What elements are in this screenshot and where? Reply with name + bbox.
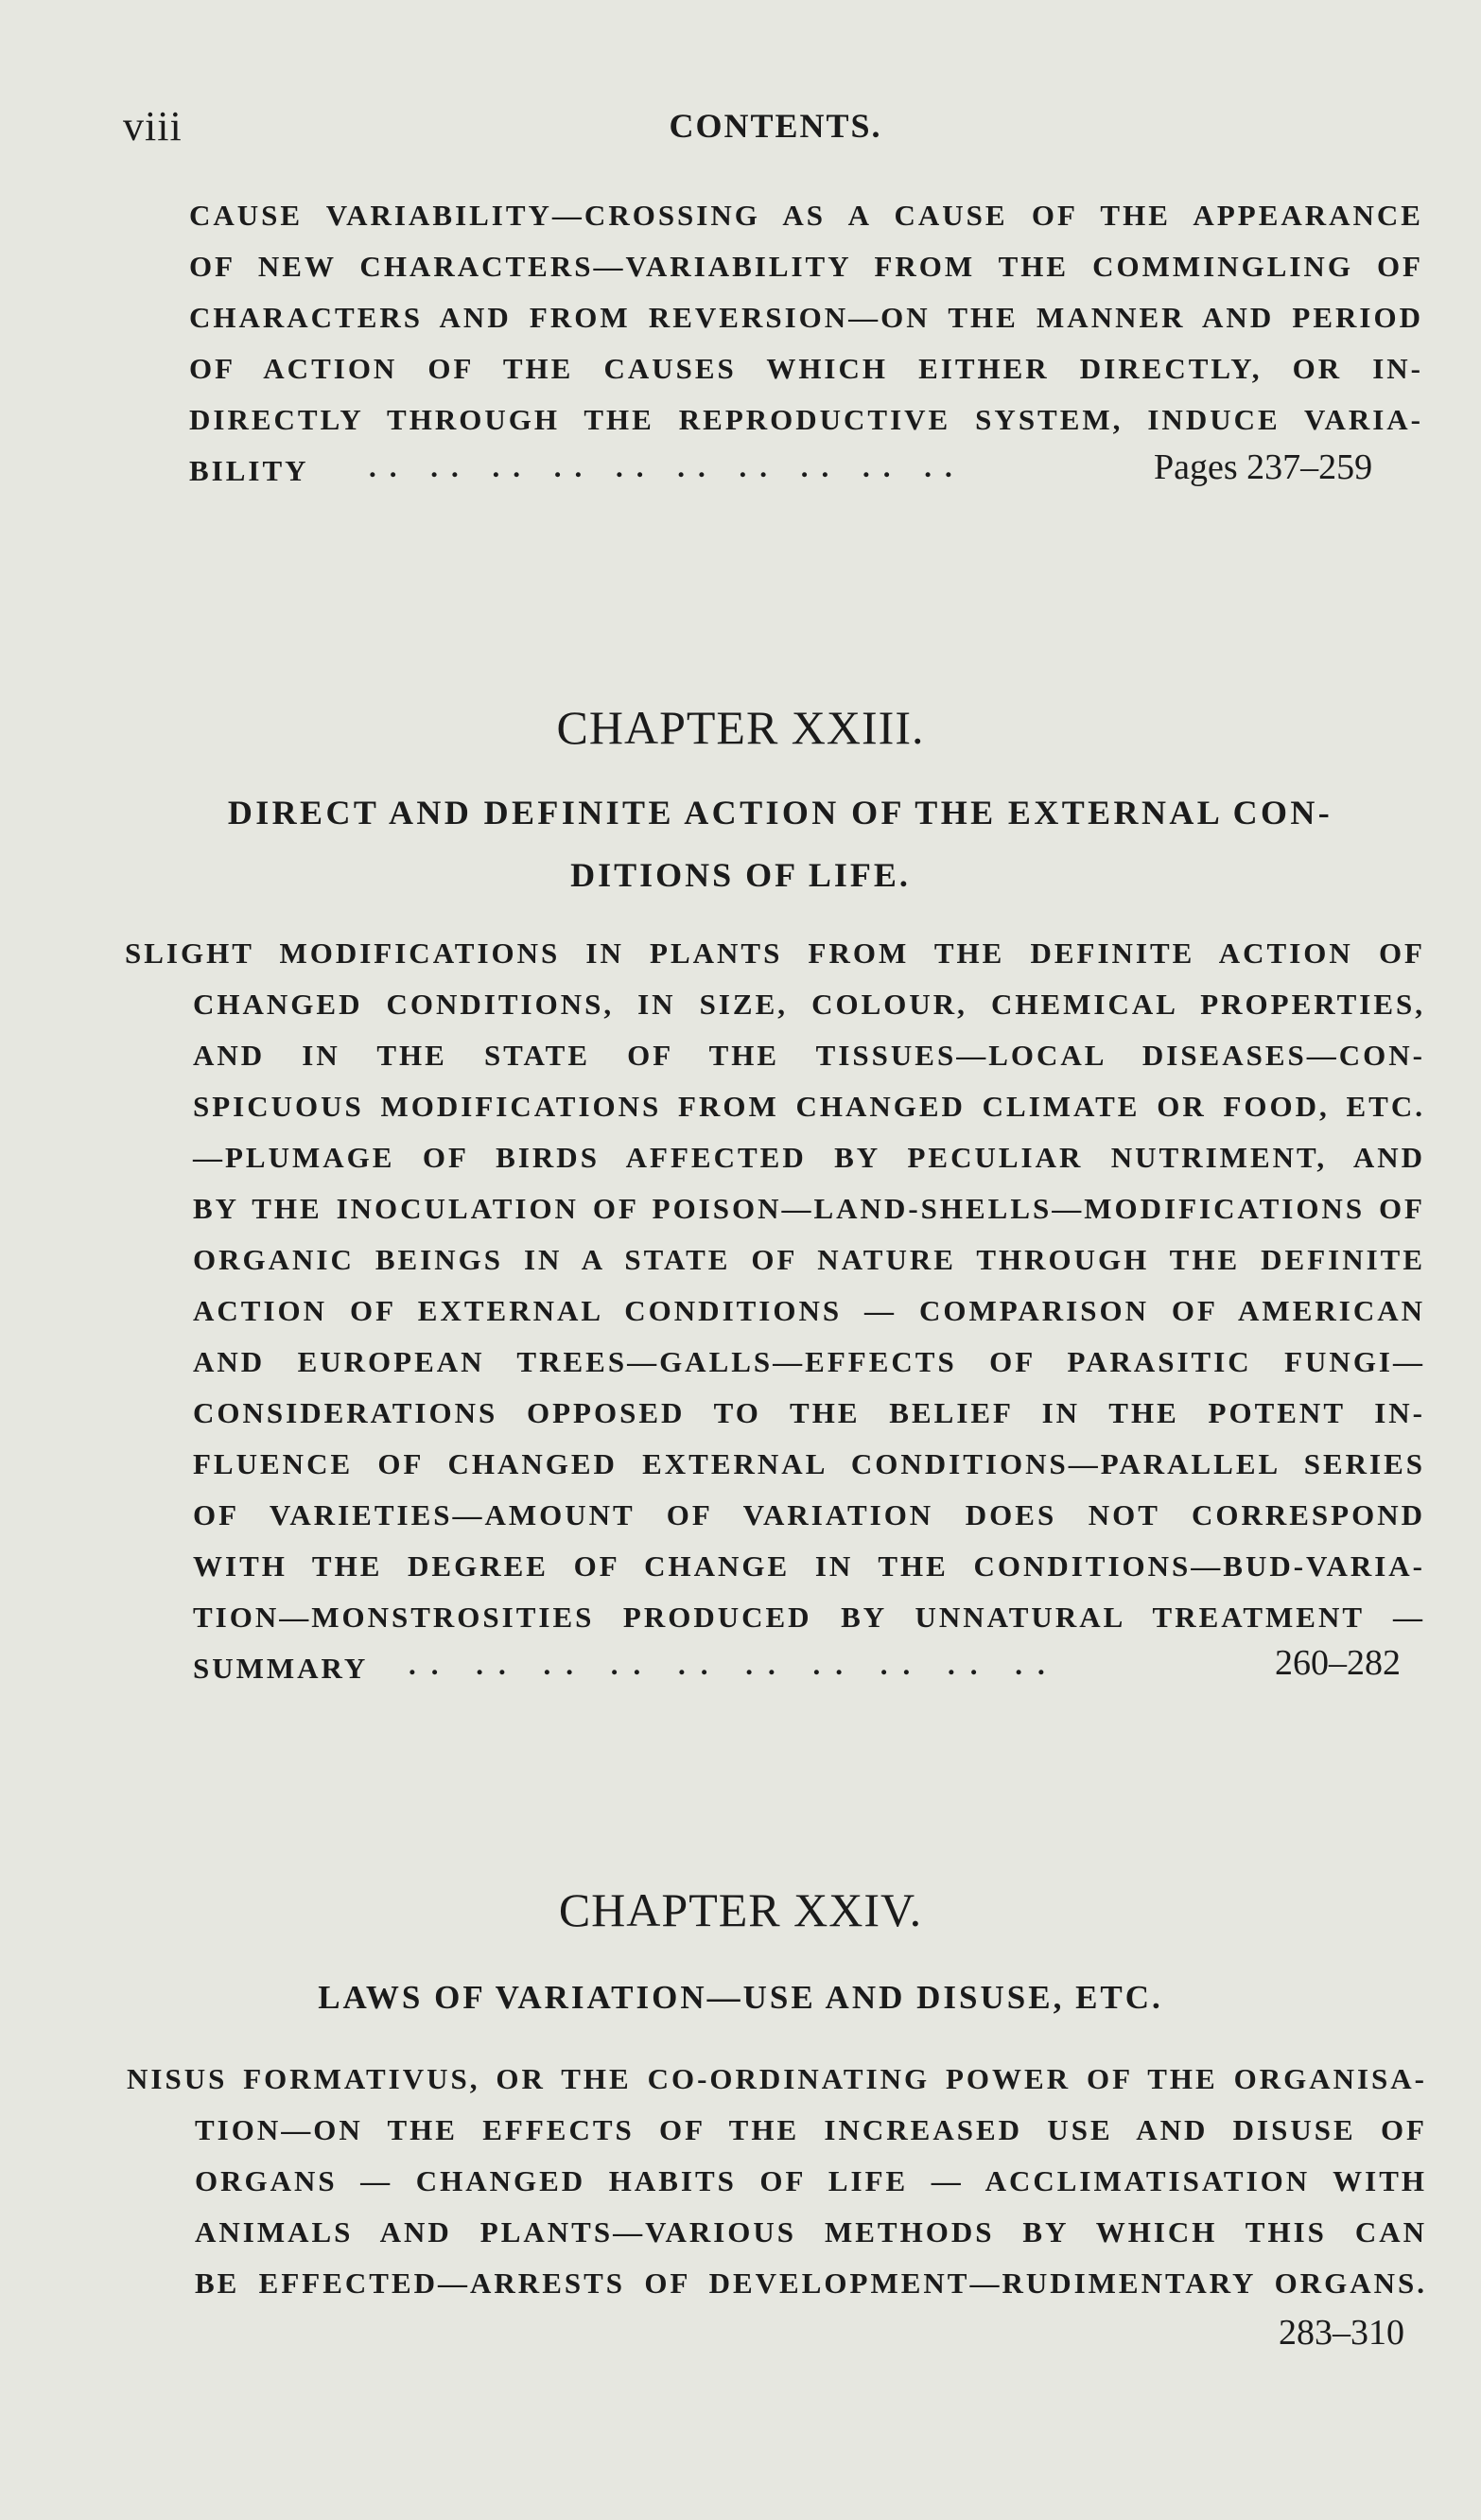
summary-line: FLUENCE OF CHANGED EXTERNAL CONDITIONS—PARALLEL SERIES bbox=[193, 1447, 1425, 1480]
summary-line: OF ACTION OF THE CAUSES WHICH EITHER DIRECTLY, OR IN- bbox=[189, 352, 1423, 385]
summary-line: TION—ON THE EFFECTS OF THE INCREASED USE AND DISUSE OF bbox=[195, 2113, 1427, 2146]
summary-line: ANIMALS AND PLANTS—VARIOUS METHODS BY WHICH THIS CAN bbox=[195, 2215, 1427, 2249]
page-reference: Pages 237–259 bbox=[1154, 447, 1373, 487]
summary-line: ACTION OF EXTERNAL CONDITIONS — COMPARISON OF AMERICAN bbox=[193, 1294, 1425, 1327]
page-header bbox=[123, 102, 1428, 159]
running-title: CONTENTS. bbox=[669, 107, 882, 145]
summary-line: AND EUROPEAN TREES—GALLS—EFFECTS OF PARASITIC FUNGI— bbox=[193, 1345, 1425, 1378]
chapter-subtitle-line: DITIONS OF LIFE. bbox=[570, 856, 911, 894]
summary-line: OF NEW CHARACTERS—VARIABILITY FROM THE COMMINGLING OF bbox=[189, 250, 1423, 283]
page-reference: 260–282 bbox=[1275, 1643, 1401, 1683]
summary-line: CONSIDERATIONS OPPOSED TO THE BELIEF IN THE POTENT IN- bbox=[193, 1396, 1425, 1429]
dot-leader: .. .. .. .. .. .. .. .. .. .. bbox=[409, 1648, 1060, 1681]
summary-line: SPICUOUS MODIFICATIONS FROM CHANGED CLIMATE OR FOOD, ETC. bbox=[193, 1090, 1425, 1123]
summary-line: WITH THE DEGREE OF CHANGE IN THE CONDITIONS—BUD-VARIA- bbox=[193, 1549, 1425, 1583]
summary-line: TION—MONSTROSITIES PRODUCED BY UNNATURAL TREATMENT — bbox=[193, 1601, 1425, 1634]
summary-line: DIRECTLY THROUGH THE REPRODUCTIVE SYSTEM, INDUCE VARIA- bbox=[189, 403, 1423, 436]
summary-line: ORGANIC BEINGS IN A STATE OF NATURE THROUGH THE DEFINITE bbox=[193, 1243, 1425, 1276]
summary-line: AND IN THE STATE OF THE TISSUES—LOCAL DISEASES—CON- bbox=[193, 1039, 1425, 1072]
chapter-subtitle: LAWS OF VARIATION—USE AND DISUSE, ETC. bbox=[318, 1979, 1163, 2016]
summary-line: CHARACTERS AND FROM REVERSION—ON THE MANNER AND PERIOD bbox=[189, 301, 1423, 334]
page-reference: 283–310 bbox=[1279, 2313, 1404, 2353]
summary-line: OF VARIETIES—AMOUNT OF VARIATION DOES NOT CORRESPOND bbox=[193, 1498, 1425, 1531]
summary-line: NISUS FORMATIVUS, OR THE CO-ORDINATING POWER OF THE ORGANISA- bbox=[127, 2062, 1427, 2095]
summary-line: CAUSE VARIABILITY—CROSSING AS A CAUSE OF THE APPEARANCE bbox=[189, 199, 1423, 232]
summary-line: ORGANS — CHANGED HABITS OF LIFE — ACCLIMATISATION WITH bbox=[195, 2164, 1427, 2197]
summary-line: CHANGED CONDITIONS, IN SIZE, COLOUR, CHEMICAL PROPERTIES, bbox=[193, 988, 1425, 1021]
summary-line: BILITY bbox=[189, 454, 309, 487]
chapter-heading: CHAPTER XXIII. bbox=[556, 701, 925, 754]
summary-line: —PLUMAGE OF BIRDS AFFECTED BY PECULIAR NUTRIMENT, AND bbox=[193, 1141, 1425, 1174]
summary-line: SUMMARY bbox=[193, 1652, 369, 1685]
chapter-subtitle-line: DIRECT AND DEFINITE ACTION OF THE EXTERNAL CON- bbox=[227, 794, 1333, 831]
chapter-heading: CHAPTER XXIV. bbox=[558, 1883, 923, 1936]
summary-line: SLIGHT MODIFICATIONS IN PLANTS FROM THE DEFINITE ACTION OF bbox=[125, 936, 1425, 970]
page-number: viii bbox=[123, 103, 183, 149]
summary-line: BE EFFECTED—ARRESTS OF DEVELOPMENT—RUDIMENTARY ORGANS. bbox=[195, 2266, 1427, 2300]
dot-leader: .. .. .. .. .. .. .. .. .. .. bbox=[369, 450, 966, 483]
summary-line: BY THE INOCULATION OF POISON—LAND-SHELLS—MODIFICATIONS OF bbox=[193, 1192, 1425, 1225]
